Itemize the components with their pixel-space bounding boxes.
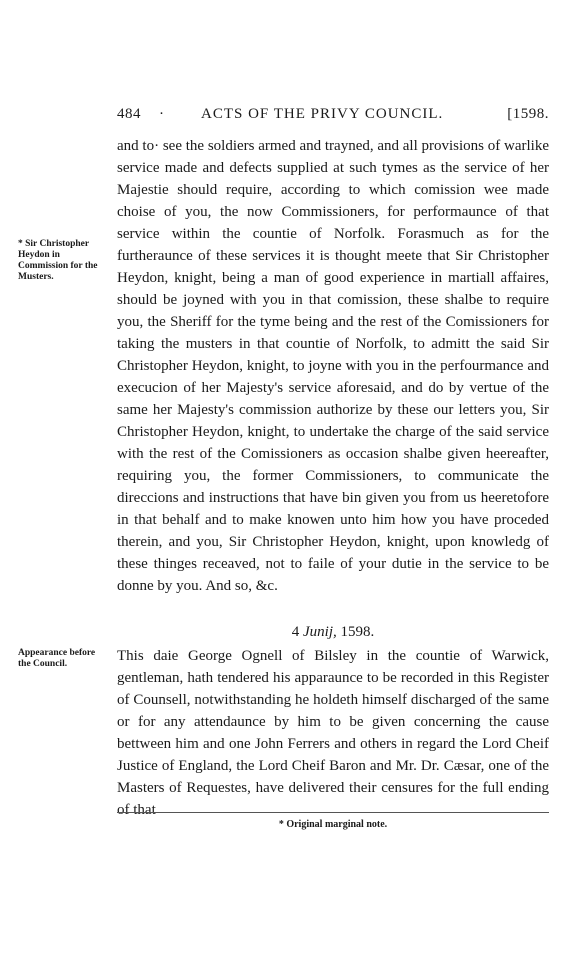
header-separator: · [159,106,165,122]
page-number: 484 [117,106,141,122]
margin-note-appearance: Appearance before the Council. [18,648,96,669]
section-2-text [117,645,549,821]
paragraph: This daie George Ognell of Bilsley in the countie of Warwick, gentleman, hath tendered his apparaunce to be recorded in this Register of Counsell, notwithstanding he holdeth himself discharged of the same or for any attendaunce by him to be given concerning the cause bettween him and one John Ferrers and others in regard the Lord Cheif Justice of England, the Lord Cheif Baron and Mr. Dr. Cæsar, one of the Masters of Requestes, have delivered their censures for the full ending of that [117,648,549,818]
date-heading [117,624,549,641]
date-day: 4 [291,624,300,640]
paragraph: and to· see the soldiers armed and trayned, and all provisions of warlike service made and defects supplied at such tymes as the service of her Majestie should require, according to which comission wee made choise of you, the now Commissioners, for performaunce of that service within the countie of Norfolk. Forasmuch as for the furtheraunce of these services it is thought meete that Sir Christopher Heydon, knight, being a man of good experience in martiall affaires, should be joyned with you in that comission, these shalbe to require you, the Sheriff for the tyme being and the rest of the Comissioners for taking the musters in that countie of Norfolk, to admitt the said Sir Christopher Heydon, knight, to joyne with you in the perfourmance and execucion of her Majesty's service aforesaid, and do by vertue of the same her Majesty's commission authorize by these our letters you, Sir Christopher Heydon, knight, to undertake the charge of the said service with the rest of the Comissioners as occasion shalbe given heereafter, requiring you, the former Commissioners, to communicate the direccions and instructions that have bin given you from us heeretofore in that behalf and to make knowen unto him how you have proceded therein, and you, Sir Christopher Heydon, knight, upon knowledg of these thinges receaved, not to faile of your dutie in the service to be donne by you. And so, &c. [117,138,549,594]
date-month: Junij, [303,624,337,640]
section-1-text [117,135,549,597]
margin-note-heydon: * Sir Christopher Heydon in Commission for the Musters. [18,239,98,282]
header-year: [1598. [507,106,549,122]
footnote: * Original marginal note. [278,819,388,830]
footnote-rule [117,812,549,813]
date-year: 1598. [340,624,375,640]
running-title: ACTS OF THE PRIVY COUNCIL. [201,106,444,122]
